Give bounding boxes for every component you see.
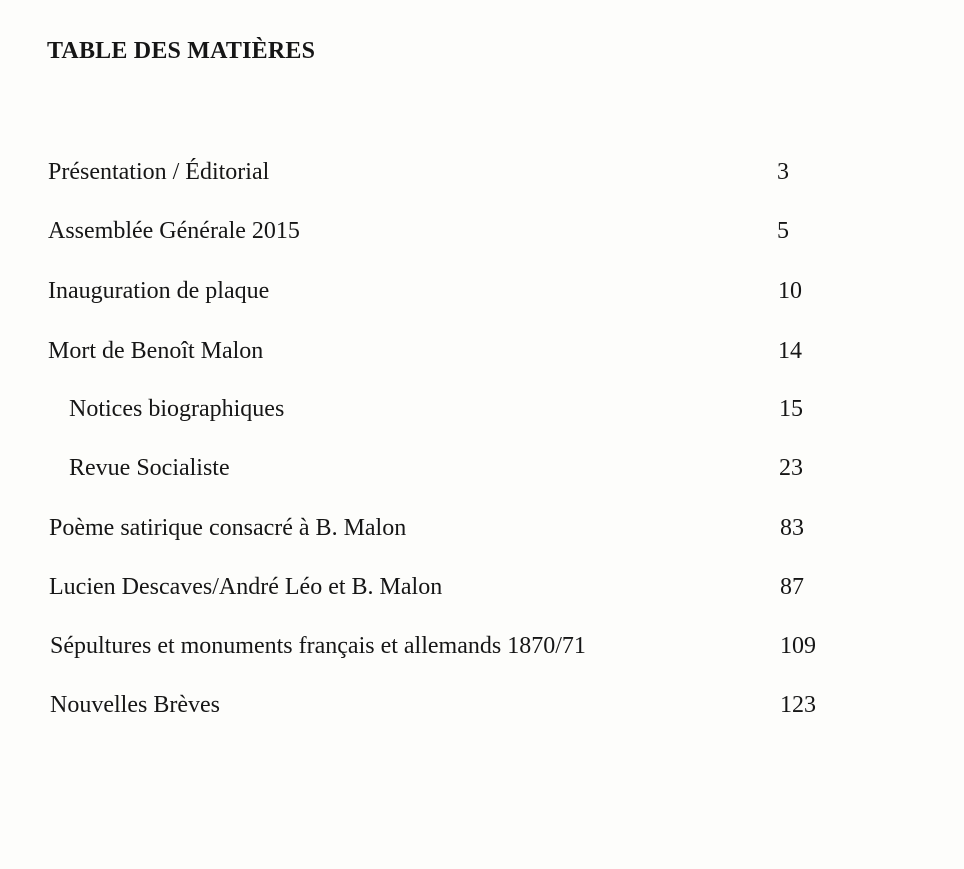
toc-entry-title: Revue Socialiste bbox=[69, 455, 230, 481]
toc-entry bbox=[0, 511, 964, 545]
toc-entry-page: 123 bbox=[780, 692, 816, 718]
toc-entry bbox=[0, 334, 964, 368]
toc-entry-title: Notices biographiques bbox=[69, 396, 285, 422]
toc-entry-page: 5 bbox=[777, 218, 789, 244]
toc-entry bbox=[0, 274, 964, 308]
toc-entry-title: Mort de Benoît Malon bbox=[48, 338, 264, 364]
toc-entry bbox=[0, 155, 964, 189]
toc-entry-title: Assemblée Générale 2015 bbox=[48, 218, 300, 244]
toc-entry-title: Sépultures et monuments français et allemands 1870/71 bbox=[50, 633, 586, 659]
toc-entry bbox=[0, 214, 964, 248]
toc-entry-title: Présentation / Éditorial bbox=[48, 159, 270, 185]
toc-entry-title: Lucien Descaves/André Léo et B. Malon bbox=[49, 574, 443, 600]
toc-entry-page: 87 bbox=[780, 574, 804, 600]
toc-entry-page: 15 bbox=[779, 396, 803, 422]
toc-entry bbox=[0, 392, 964, 426]
toc-entry-page: 23 bbox=[779, 455, 803, 481]
toc-entry-page: 3 bbox=[777, 159, 789, 185]
toc-entry-title: Poème satirique consacré à B. Malon bbox=[49, 515, 407, 541]
toc-entry bbox=[0, 570, 964, 604]
toc-entry-page: 14 bbox=[778, 338, 802, 364]
toc-heading: TABLE DES MATIÈRES bbox=[47, 38, 316, 64]
toc-entry-title: Nouvelles Brèves bbox=[50, 692, 220, 718]
toc-entry-page: 83 bbox=[780, 515, 804, 541]
toc-entry bbox=[0, 688, 964, 722]
toc-entry-page: 10 bbox=[778, 278, 802, 304]
toc-entry-title: Inauguration de plaque bbox=[48, 278, 270, 304]
toc-entry bbox=[0, 629, 964, 663]
toc-entry-page: 109 bbox=[780, 633, 816, 659]
toc-entry bbox=[0, 451, 964, 485]
